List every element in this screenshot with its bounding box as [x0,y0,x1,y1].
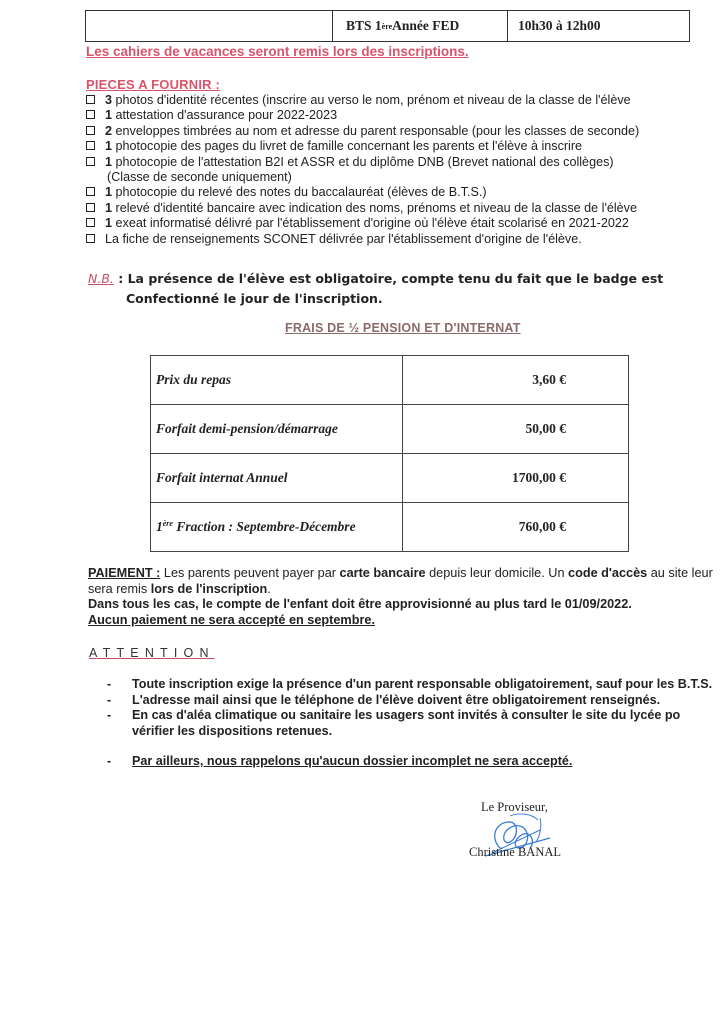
pieces-item: 1 exeat informatisé délivré par l'établissement d'origine où l'élève était scolarisé en 2021-2022 [86,216,706,231]
pieces-item: 3 photos d'identité récentes (inscrire au verso le nom, prénom et niveau de la classe de l'élève [86,93,706,108]
fee-label: Forfait demi-pension/démarrage [151,405,403,454]
pieces-item: 1 photocopie de l'attestation B2I et ASSR et du diplôme DNB (Brevet national des collèges) [86,155,706,170]
list-item: - En cas d'aléa climatique ou sanitaire les usagers sont invités à consulter le site du lycée po vérifier les dispositions retenues. [107,708,681,738]
table-row [151,356,629,405]
checkbox-icon[interactable] [86,95,95,104]
checkbox-icon[interactable] [86,141,95,150]
pieces-item: 1 relevé d'identité bancaire avec indication des noms, prénoms et niveau de la classe de l'élève [86,201,706,216]
checkbox-icon[interactable] [86,234,95,243]
paiement-label: PAIEMENT : [88,566,161,580]
nb-label: N.B. [88,271,114,286]
checkbox-icon[interactable] [86,157,95,166]
attention-list [107,677,724,770]
pieces-item: 2 enveloppes timbrées au nom et adresse du parent responsable (pour les classes de seconde) [86,124,706,139]
fee-value: 1700,00 € [403,454,629,503]
fee-value: 760,00 € [403,503,629,552]
dash-bullet-icon: - [107,677,112,691]
signature-title: Le Proviseur, [481,800,548,814]
vacances-note: Les cahiers de vacances seront remis lors des inscriptions. [86,44,469,59]
pieces-item: 1 photocopie du relevé des notes du baccalauréat (élèves de B.T.S.) [86,185,706,200]
pieces-item: 1 photocopie des pages du livret de famille concernant les parents et l'élève à inscrire [86,139,706,154]
fee-value: 3,60 € [403,356,629,405]
dash-bullet-icon: - [107,708,112,722]
fee-label: Prix du repas [151,356,403,405]
table-row [151,454,629,503]
checkbox-icon[interactable] [86,110,95,119]
schedule-table-row [85,10,690,42]
schedule-cell-class: BTS 1 ère Année FED [333,11,508,41]
fee-label: Forfait internat Annuel [151,454,403,503]
schedule-cell-empty [86,11,333,41]
checkbox-icon[interactable] [86,203,95,212]
paiement-deadline: Dans tous les cas, le compte de l'enfant doit être approvisionné au plus tard le 01/09/2022. [88,597,632,611]
frais-title: FRAIS DE ½ PENSION ET D'INTERNAT [285,321,521,335]
checkbox-icon[interactable] [86,126,95,135]
pieces-item: 1 attestation d'assurance pour 2022-2023 [86,108,706,123]
pieces-list [86,93,706,247]
list-item: - Par ailleurs, nous rappelons qu'aucun dossier incomplet ne sera accepté. [107,754,573,768]
checkbox-icon[interactable] [86,218,95,227]
table-row [151,503,629,552]
signature-name: Christine BANAL [469,845,562,859]
pieces-item-sub: (Classe de seconde uniquement) [107,170,292,185]
fee-value: 50,00 € [403,405,629,454]
fees-table [150,355,629,552]
pieces-item: La fiche de renseignements SCONET délivrée par l'établissement d'origine de l'élève. [86,232,706,247]
schedule-cell-time: 10h30 à 12h00 [518,18,601,33]
fee-label: 1ère Fraction : Septembre-Décembre [151,503,403,552]
checkbox-icon[interactable] [86,187,95,196]
list-item: - Toute inscription exige la présence d'un parent responsable obligatoirement, sauf pour les B.T.S. [107,677,713,691]
table-row [151,405,629,454]
list-item: - L'adresse mail ainsi que le téléphone de l'élève doivent être obligatoirement renseignés. [107,692,661,707]
pieces-title: PIECES A FOURNIR : [86,77,221,92]
attention-title: ATTENTION [89,646,215,660]
dash-bullet-icon: - [107,754,112,768]
dash-bullet-icon: - [107,692,112,707]
nb-note: N.B. : La présence de l'élève est obligatoire, compte tenu du fait que le badge est Confectionné le jour de l'inscription. [88,271,664,306]
paiement-section: PAIEMENT : Les parents peuvent payer par carte bancaire depuis leur domicile. Un code d'accès au site leur sera remis lors de l'inscription. Dans tous les cas, le compte de l'enfant doit être approvisionné au plus tard le 01/09/2022. Aucun paiement ne sera accepté en septembre. [88,566,713,627]
paiement-warning: Aucun paiement ne sera accepté en septembre. [88,612,375,627]
